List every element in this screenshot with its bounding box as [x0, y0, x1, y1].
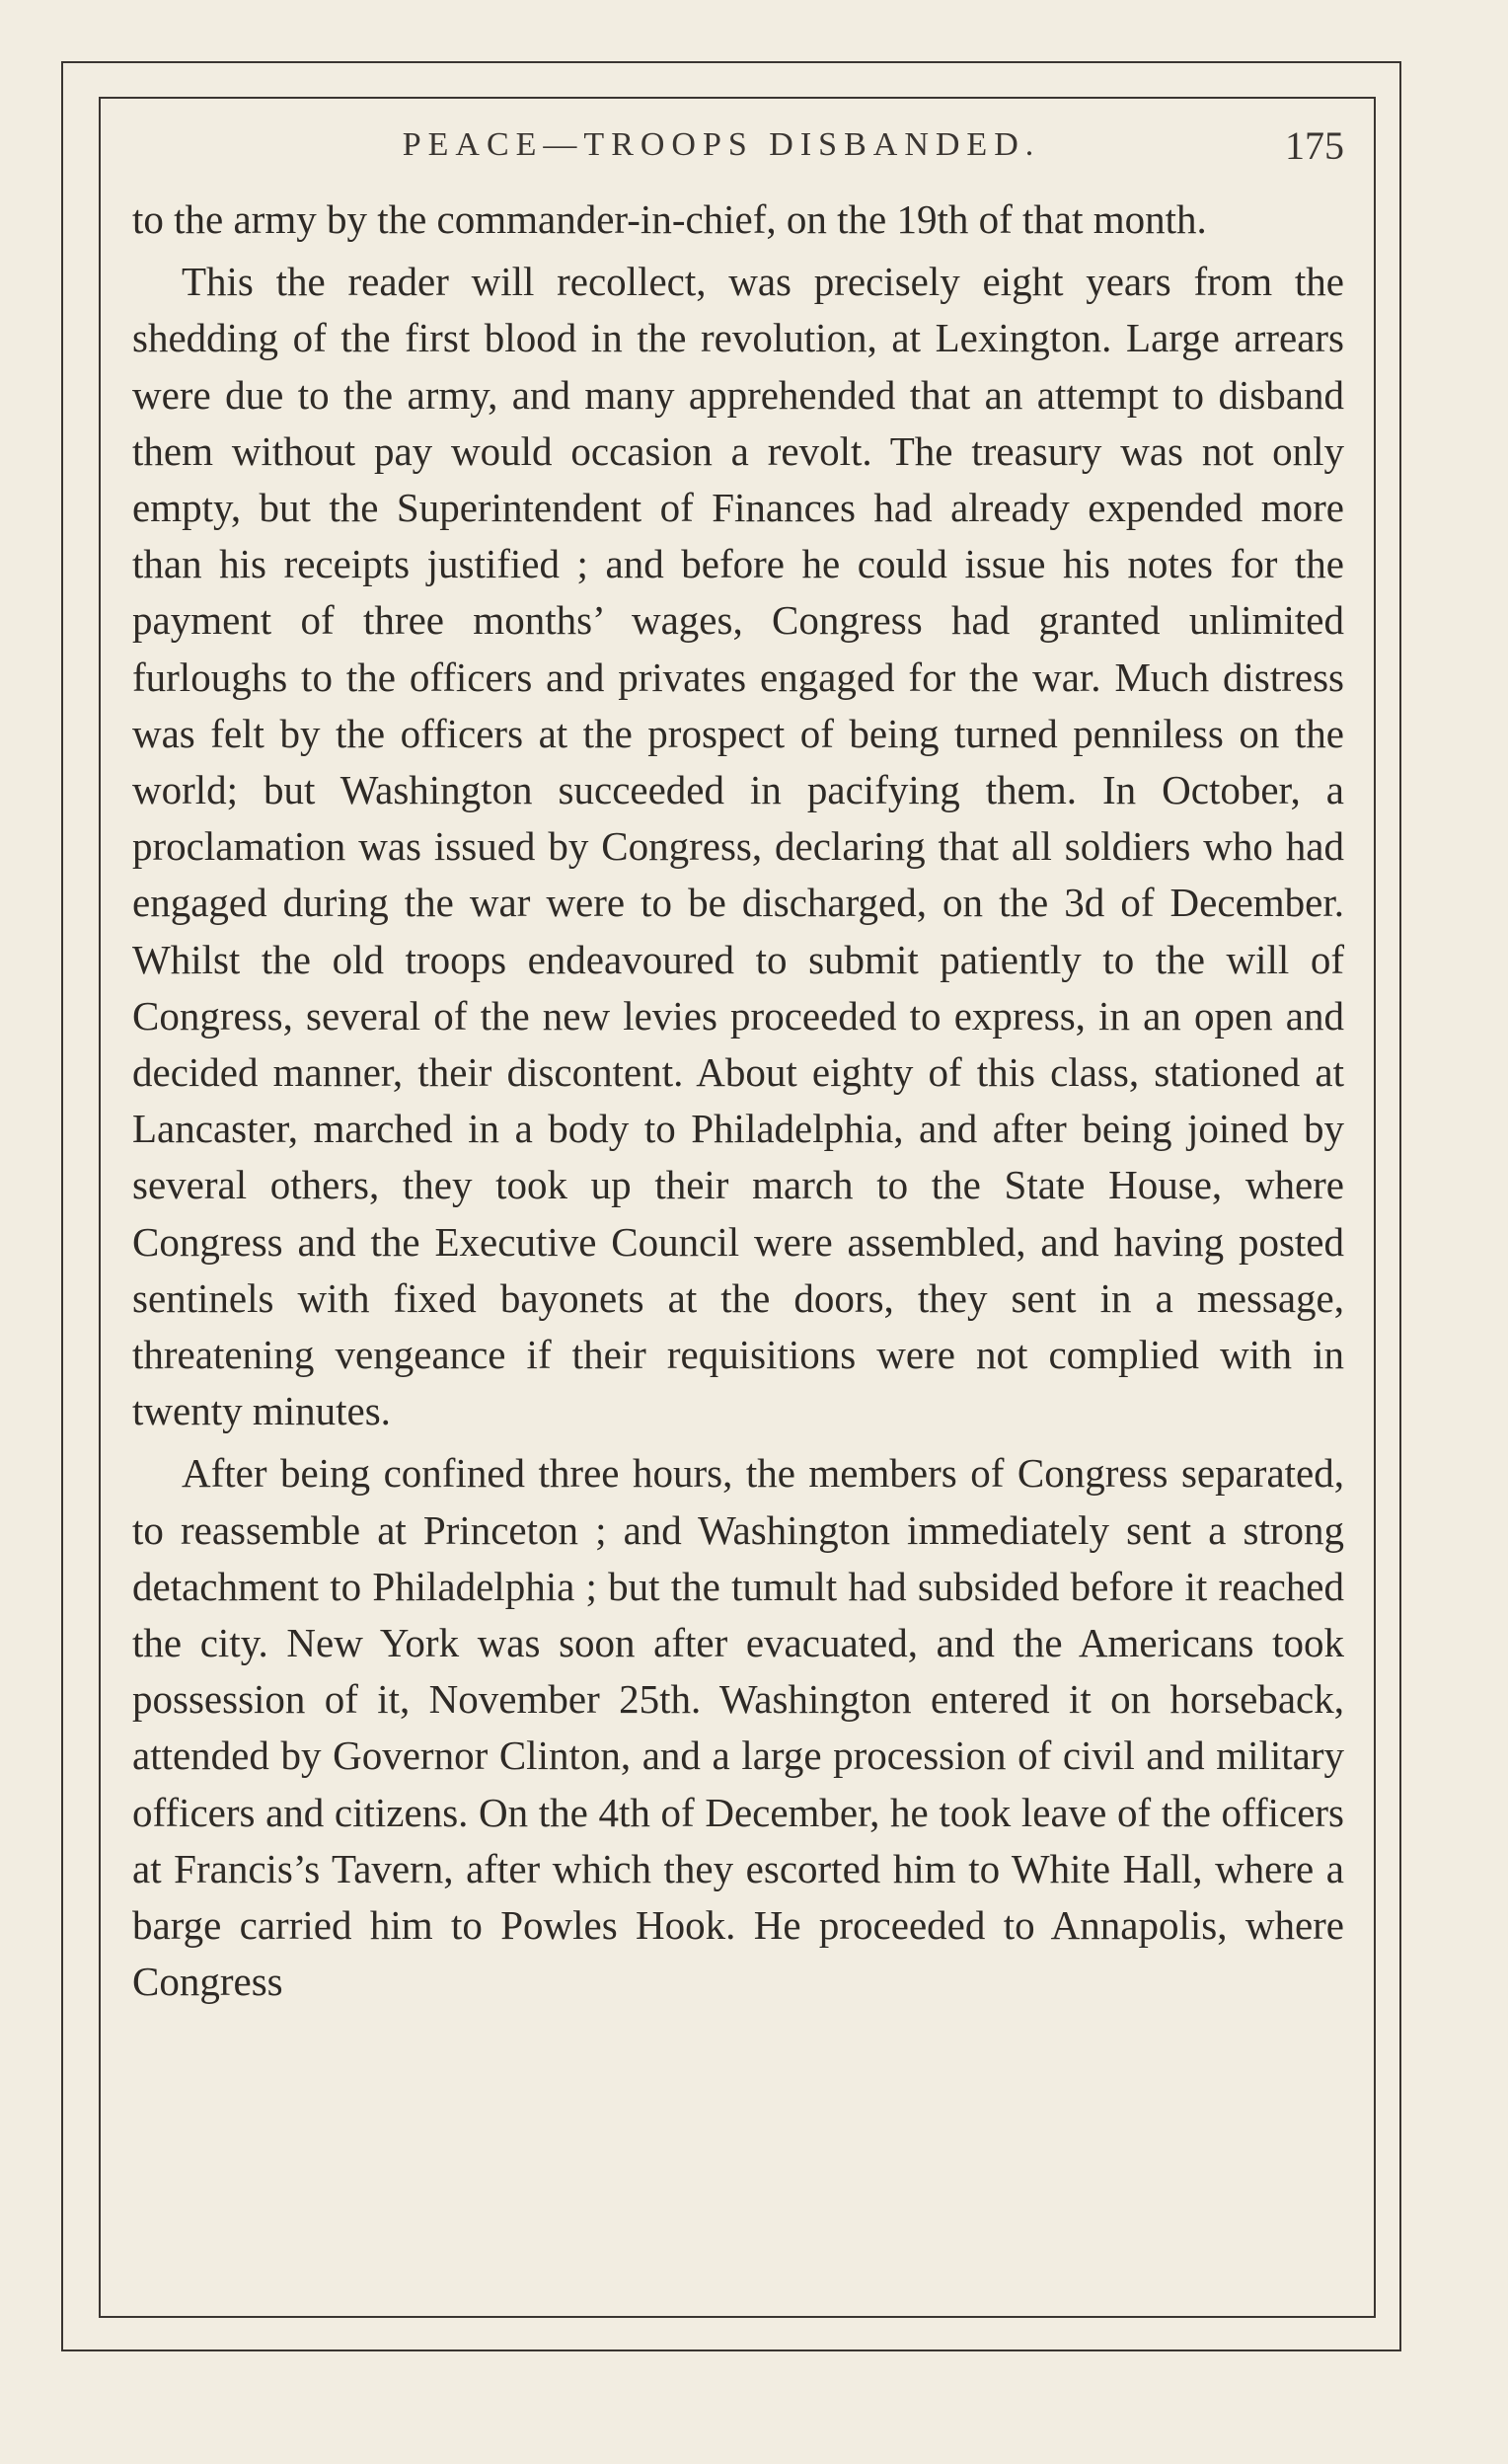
- page-number: 175: [1285, 123, 1344, 168]
- paragraph-continued: to the army by the commander-in-chief, on the 19th of that month.: [132, 196, 1207, 242]
- running-title: PEACE—TROOPS DISBANDED.: [402, 126, 1041, 163]
- body-text: [132, 192, 1344, 2011]
- paragraph: This the reader will recollect, was precisely eight years from the shedding of the first blood in the revolution, at Lexington. Large arrears were due to the army, and many apprehended that an attempt to disband them without pay would occasion a revolt. The treasury was not only empty, but the Superintendent of Finances had already expended more than his receipts justified ; and before he could issue his notes for the payment of three months’ wages, Congress had granted unlimited furloughs to the officers and privates engaged for the war. Much distress was felt by the officers at the prospect of being turned penniless on the world; but Washington succeeded in pacifying them. In October, a proclamation was issued by Congress, declaring that all soldiers who had engaged during the war were to be discharged, on the 3d of December. Whilst the old troops endeavoured to submit patiently to the will of Congress, several of the new levies proceeded to express, in an open and decided manner, their discontent. About eighty of this class, stationed at Lancaster, marched in a body to Philadelphia, and after being joined by several others, they took up their march to the State House, where Congress and the Executive Council were assembled, and having posted sentinels with fixed bayonets at the doors, they sent in a message, threatening vengeance if their requisitions were not complied with in twenty minutes.: [132, 259, 1344, 1434]
- paragraph: After being confined three hours, the members of Congress separated, to reassemble at Princeton ; and Washington immediately sent a strong detachment to Philadelphia ; but the tumult had subsided before it reached the city. New York was soon after evacuated, and the Americans took possession of it, November 25th. Washington entered it on horseback, attended by Governor Clinton, and a large procession of civil and military officers and citizens. On the 4th of December, he took leave of the officers at Francis’s Tavern, after which they escorted him to White Hall, where a barge carried him to Powles Hook. He proceeded to Annapolis, where Congress: [132, 1450, 1344, 2005]
- running-head: [99, 118, 1344, 178]
